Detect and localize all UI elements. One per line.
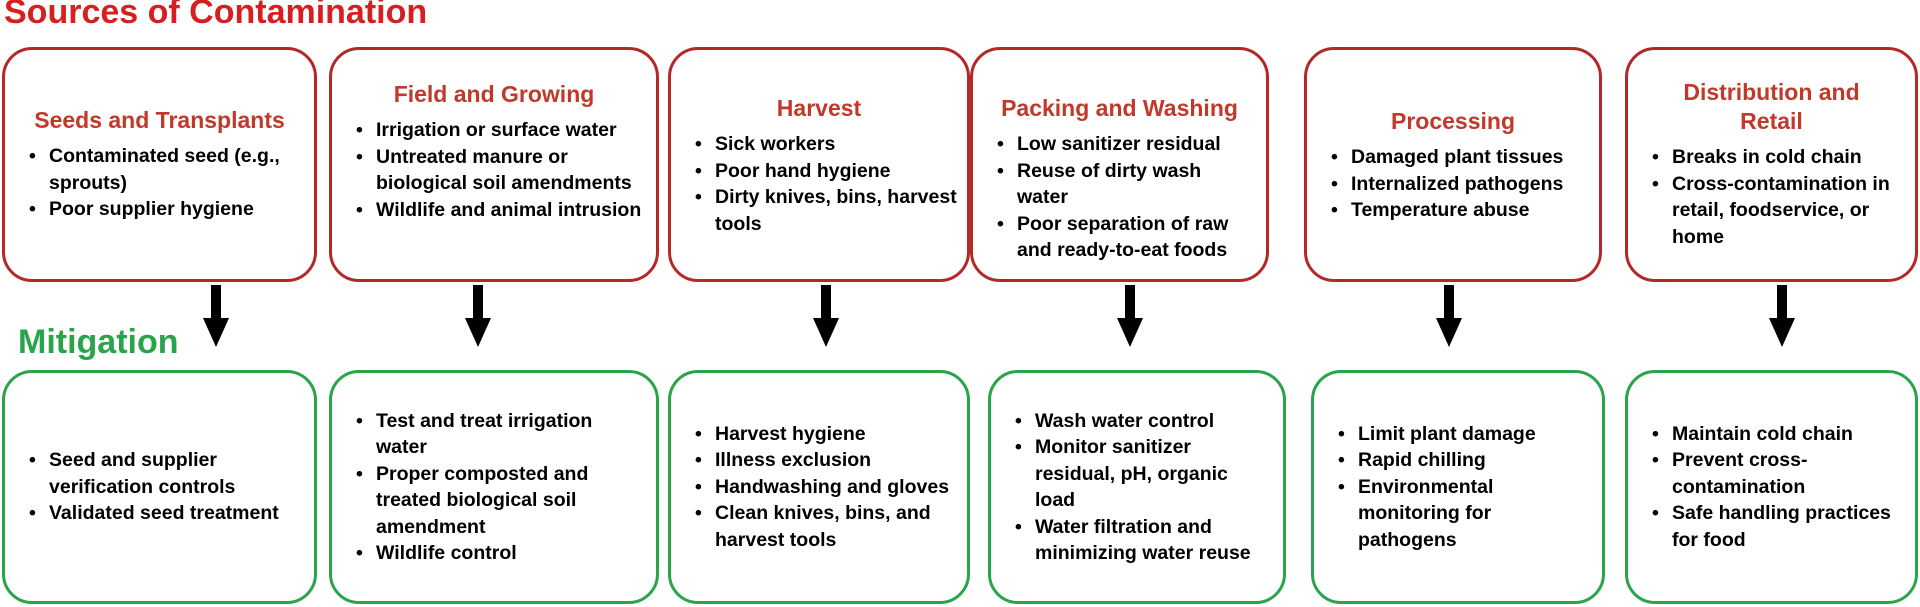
down-arrow-icon	[813, 285, 839, 347]
list-item: • Wildlife and animal intrusion	[342, 197, 646, 224]
source-box-title: Distribution and Retail	[1683, 79, 1860, 134]
list-item: • Damaged plant tissues	[1317, 144, 1589, 171]
list-item: • Validated seed treatment	[15, 500, 304, 527]
list-item: • Internalized pathogens	[1317, 171, 1589, 198]
list-item: • Rapid chilling	[1324, 447, 1592, 474]
down-arrow-icon	[1769, 285, 1795, 347]
list-item: • Reuse of dirty wash water	[983, 158, 1256, 211]
source-box-packing-and-washing	[970, 47, 1269, 282]
mitigation-item-list	[15, 447, 304, 527]
list-item: • Water filtration and minimizing water reuse	[1001, 514, 1273, 567]
source-box-processing	[1304, 47, 1602, 282]
list-item: • Dirty knives, bins, harvest tools	[681, 184, 957, 237]
source-box-title: Seeds and Transplants	[34, 107, 285, 134]
source-box-title: Packing and Washing	[1001, 95, 1238, 121]
mitigation-item-list	[1001, 408, 1273, 567]
mitigation-section-title: Mitigation	[18, 323, 179, 361]
list-item: • Poor hand hygiene	[681, 158, 957, 185]
down-arrow-icon	[203, 285, 229, 347]
list-item: • Prevent cross-contamination	[1638, 447, 1905, 500]
list-item: • Illness exclusion	[681, 447, 957, 474]
list-item: • Poor supplier hygiene	[15, 196, 304, 223]
mitigation-box-field-and-growing	[329, 370, 659, 604]
list-item: • Monitor sanitizer residual, pH, organic load	[1001, 434, 1273, 514]
list-item: • Wildlife control	[342, 540, 646, 567]
list-item: • Poor separation of raw and ready-to-eat foods	[983, 211, 1256, 264]
list-item: • Breaks in cold chain	[1638, 144, 1905, 171]
list-item: • Maintain cold chain	[1638, 421, 1905, 448]
list-item: • Clean knives, bins, and harvest tools	[681, 500, 957, 553]
list-item: • Wash water control	[1001, 408, 1273, 435]
source-item-list	[1638, 144, 1905, 250]
list-item: • Safe handling practices for food	[1638, 500, 1905, 553]
source-item-list	[681, 131, 957, 237]
list-item: • Low sanitizer residual	[983, 131, 1256, 158]
source-box-title: Harvest	[776, 95, 862, 121]
mitigation-box-distribution-and-retail	[1625, 370, 1918, 604]
source-box-title: Field and Growing	[393, 81, 595, 107]
source-box-harvest	[668, 47, 970, 282]
list-item: • Contaminated seed (e.g., sprouts)	[15, 143, 304, 196]
list-item: • Environmental monitoring for pathogens	[1324, 474, 1592, 554]
list-item: • Harvest hygiene	[681, 421, 957, 448]
down-arrow-icon	[1436, 285, 1462, 347]
sources-section-title: Sources of Contamination	[4, 0, 428, 31]
source-item-list	[983, 131, 1256, 264]
list-item: • Sick workers	[681, 131, 957, 158]
source-item-list	[342, 117, 646, 223]
source-item-list	[1317, 144, 1589, 224]
mitigation-item-list	[681, 421, 957, 554]
source-box-distribution-and-retail	[1625, 47, 1918, 282]
list-item: • Irrigation or surface water	[342, 117, 646, 144]
list-item: • Proper composted and treated biological soil amendment	[342, 461, 646, 541]
list-item: • Cross-contamination in retail, foodservice, or home	[1638, 171, 1905, 251]
source-item-list	[15, 143, 304, 223]
mitigation-item-list	[342, 408, 646, 567]
list-item: • Handwashing and gloves	[681, 474, 957, 501]
list-item: • Test and treat irrigation water	[342, 408, 646, 461]
source-box-seeds-and-transplants	[2, 47, 317, 282]
list-item: • Untreated manure or biological soil amendments	[342, 144, 646, 197]
mitigation-box-harvest	[668, 370, 970, 604]
mitigation-item-list	[1324, 421, 1592, 554]
list-item: • Limit plant damage	[1324, 421, 1592, 448]
mitigation-item-list	[1638, 421, 1905, 554]
mitigation-box-processing	[1311, 370, 1605, 604]
down-arrow-icon	[1117, 285, 1143, 347]
mitigation-box-seeds-and-transplants	[2, 370, 317, 604]
list-item: • Seed and supplier verification controls	[15, 447, 304, 500]
down-arrow-icon	[465, 285, 491, 347]
list-item: • Temperature abuse	[1317, 197, 1589, 224]
source-box-title: Processing	[1391, 108, 1515, 134]
source-box-field-and-growing	[329, 47, 659, 282]
mitigation-box-packing-and-washing	[988, 370, 1286, 604]
